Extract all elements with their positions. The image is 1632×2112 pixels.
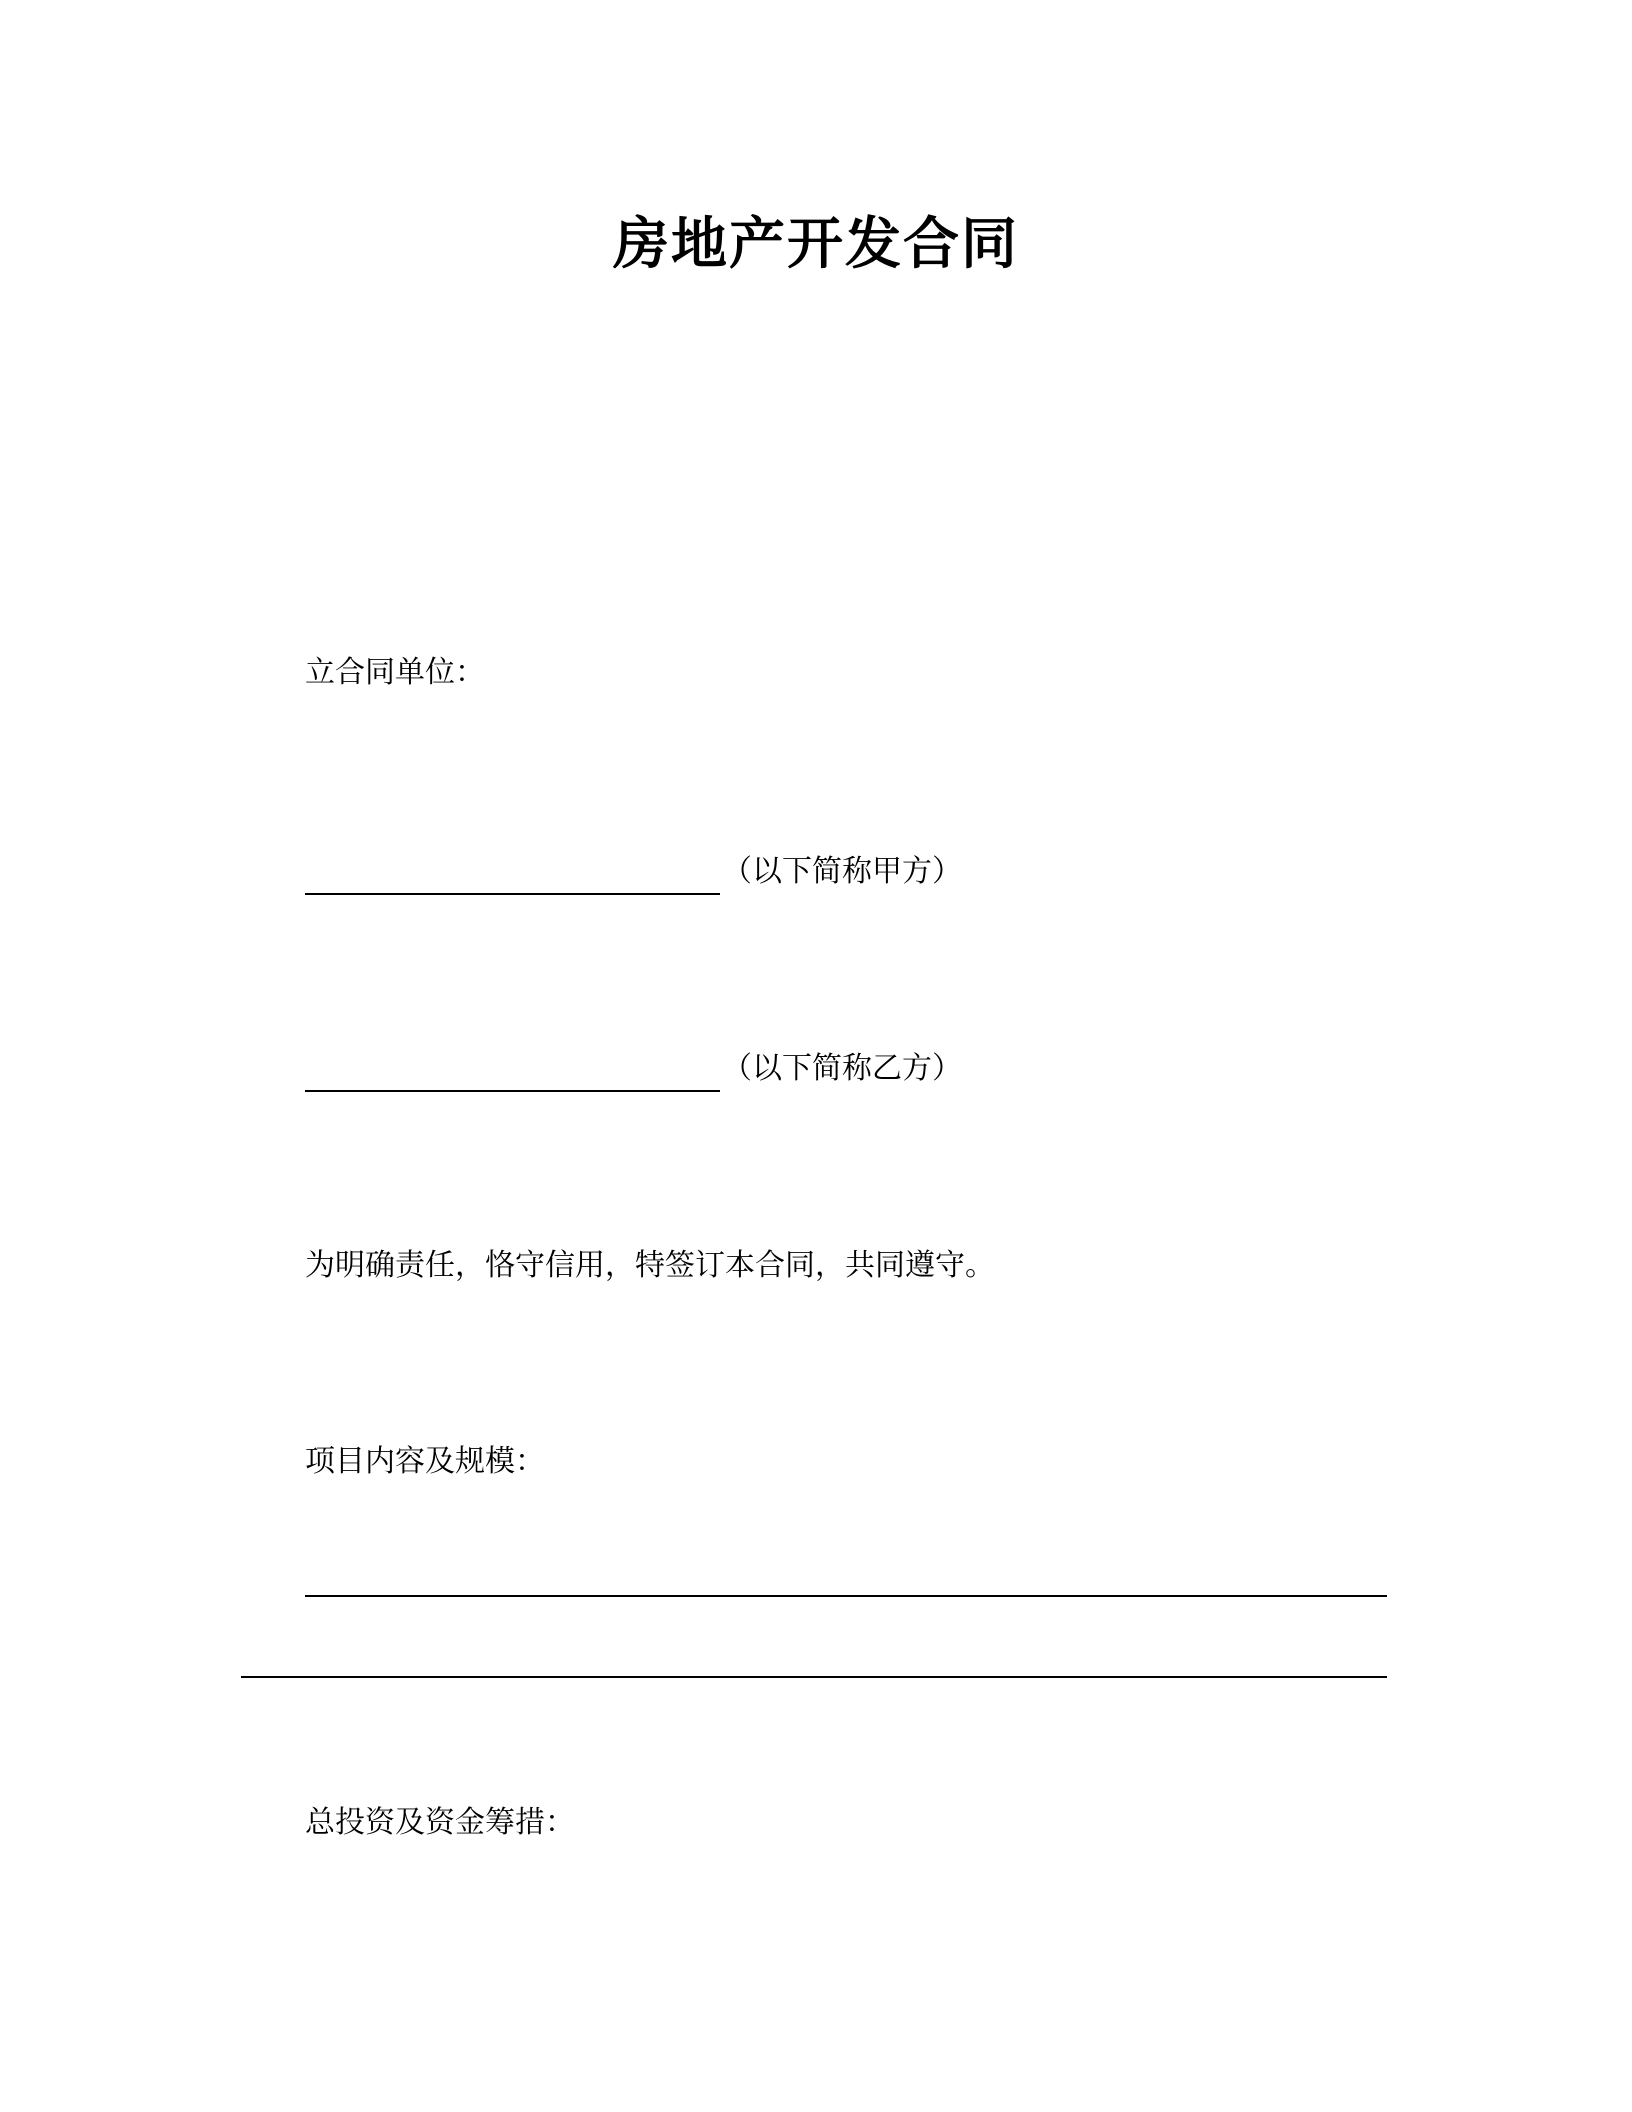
party-b-label: （以下简称乙方） [722,1051,962,1086]
section-project-heading: 项目内容及规模： [305,1444,545,1479]
preamble-text: 为明确责任，恪守信用，特签订本合同，共同遵守。 [305,1248,995,1283]
document-title: 房地产开发合同 [613,212,1019,277]
project-blank-line-1 [305,1595,1387,1597]
party-b-blank-line [305,1090,720,1092]
project-blank-line-2 [241,1676,1387,1678]
parties-heading: 立合同单位： [305,655,485,690]
party-a-blank-line [305,893,720,895]
section-investment-heading: 总投资及资金筹措： [305,1805,575,1840]
party-a-label: （以下简称甲方） [722,854,962,889]
